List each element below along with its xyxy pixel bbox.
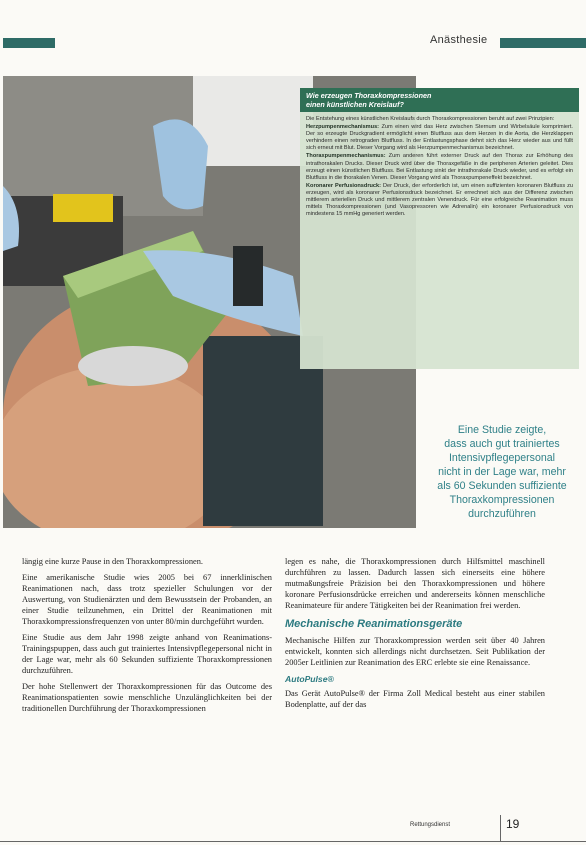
section-heading: Mechanische Reanimationsgeräte [285, 618, 463, 630]
info-box-text: Der Druck, der erforderlich ist, um einen suffizienten koronaren Blutfluss zu erzeugen, wird als koronarer Perfusionsdruck bezeichnet. Er errechnet sich aus der Differenz zwischen mittlerem arteriellen Druck und mittlerem zentralen Venendruck. Für eine erfolgreiche Reanimation muss mittels Thoraxkompressionen (und Vasopressoren wie Adrenalin) ein koronarer Perfusionsdruck von mindestens 15 mmHg generiert werden. [306, 182, 574, 218]
article-paragraph: längig eine kurze Pause in den Thoraxkompressionen. [22, 557, 204, 566]
article-column-left [22, 556, 272, 719]
info-box-title-line: Wie erzeugen Thoraxkompressionen [306, 91, 432, 100]
header-accent-bar-right [500, 38, 586, 48]
article-paragraph: Der hohe Stellenwert der Thoraxkompressionen für das Outcome des Reanimationspatienten sowie menschliche Unzulänglichkeiten bei der traditionellen Durchführung der Thoraxkompressionen [22, 682, 272, 713]
pull-quote-line: dass auch gut trainiertes [444, 438, 560, 450]
info-box-title [300, 88, 579, 112]
article-paragraph: Eine Studie aus dem Jahr 1998 zeigte anhand von Reanimations-Trainingspuppen, dass auch gut trainiertes Intensivpflegepersonal nicht in der Lage war, mehr als 60 Sekunden suffiziente Thoraxkompressionen durchzuführen. [22, 633, 272, 675]
pull-quote-line: durchzuführen [468, 508, 536, 520]
info-box [300, 88, 579, 369]
pull-quote-line: Intensivpflegepersonal [448, 452, 555, 464]
info-box-body [300, 112, 579, 218]
article-column-right [285, 556, 545, 715]
article-paragraph: legen es nahe, die Thoraxkompressionen durch Hilfsmittel maschinell durchführen zu lassen. Dadurch lassen sich einerseits eine höhere mutmaßungsfreie Präzision bei den Thoraxkompressionen und höhere koronare Perfusionsdrücke erreichen und andererseits können menschliche Reanimateure für andere Tätigkeiten bei der Reanimation frei werden. [285, 557, 545, 610]
pull-quote [418, 423, 586, 521]
pull-quote-line: nicht in der Lage war, mehr [438, 466, 566, 478]
footer-magazine-name: Rettungsdienst [410, 822, 451, 828]
subsection-heading: AutoPulse® [285, 674, 334, 684]
info-box-text: Zum einen wird das Herz zwischen Sternum und Wirbelsäule komprimiert. Der so erzeugte Druckgradient ermöglicht einen Blutfluss aus dem Herzen in die Aorta, die Herzklappen verhindern einen retrograden Blutfluss. In der Entlastungsphase dehnt sich das Herz wieder aus und füllt sich erneut mit Blut. Dieser Vorgang wird als Herzpumpenmechanismus bezeichnet. [306, 124, 573, 152]
pull-quote-line: als 60 Sekunden suffiziente [437, 480, 567, 492]
pull-quote-line: Thoraxkompressionen [449, 494, 555, 506]
footer-divider [500, 815, 501, 841]
header-accent-bar-left [3, 38, 55, 48]
pull-quote-line: Eine Studie zeigte, [457, 424, 547, 436]
info-box-term: Herzpumpenmechanismus: [306, 124, 380, 131]
info-box-title-line: einen künstlichen Kreislauf? [306, 100, 404, 109]
info-box-term: Thoraxpumpenmechanismus: [306, 153, 386, 160]
info-box-paragraph [306, 153, 573, 181]
footer-rule [0, 841, 586, 842]
page-number: 19 [506, 817, 520, 831]
section-label: Anästhesie [430, 34, 488, 46]
article-paragraph: Mechanische Hilfen zur Thoraxkompression werden seit über 40 Jahren entwickelt, konnten sich allerdings nicht durchsetzen. Seit Publikation der 2005er Leitlinien zur Reanimation des ERC erlebte sie eine Renaissance. [285, 636, 545, 667]
info-box-term: Koronarer Perfusionsdruck: [306, 182, 382, 189]
photo-credit [12, 80, 22, 140]
article-paragraph: Eine amerikanische Studie wies 2005 bei 67 innerklinischen Reanimationen nach, dass trotz spezieller Schulungen vor der Auswertung, von Studienärzten und dem Bewusstsein der Probanden, an einer Studie teilzunehmen, ein Drittel der Reanimationen mit Thoraxkompressionsfrequenzen von unter 80/min durchgeführt wurden. [22, 573, 272, 626]
info-box-paragraph [306, 183, 573, 218]
info-box-text: Zum anderen führt externer Druck auf den Thorax zur Erhöhung des intrathorakalen Drucks. Dieser Druck wird über die Thoraxgefäße in die peripheren Arterien geleitet. Dies erzeugt einen künstlichen Blutfluss. Bei Entlastung sinkt der intrathorakale Druck wieder, und es erfolgt ein Blutfluss in die thorakalen Venen. Dieser Vorgang wird als Thoraxpumpeneffekt bezeichnet. [306, 153, 573, 181]
info-box-intro: Die Entstehung eines künstlichen Kreislaufs durch Thoraxkompressionen beruht auf zwei Prinzipien: [306, 116, 555, 122]
info-box-paragraph [306, 124, 573, 152]
article-paragraph: Das Gerät AutoPulse® der Firma Zoll Medical besteht aus einer stabilen Bodenplatte, auf der das [285, 689, 545, 709]
